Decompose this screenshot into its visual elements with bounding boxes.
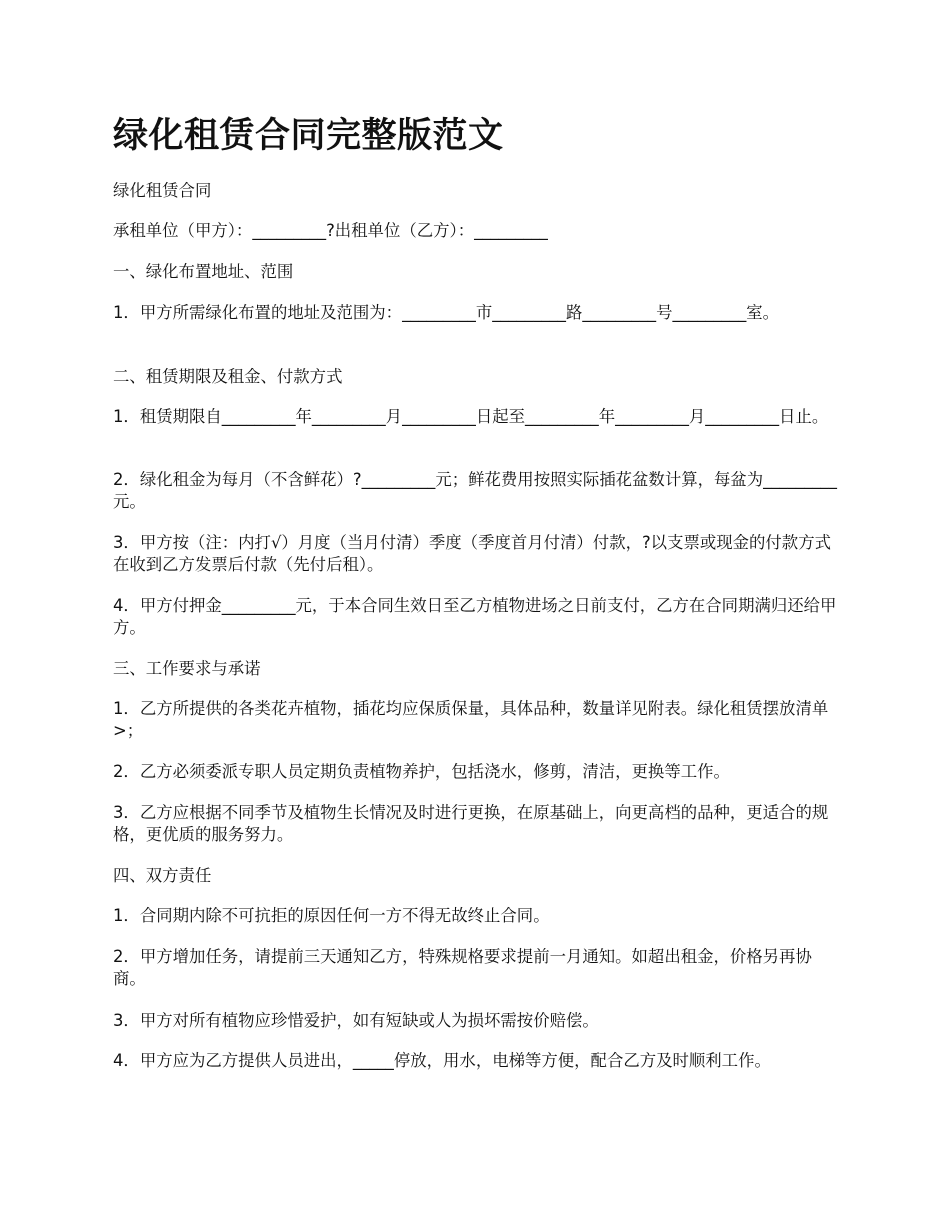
clause-3-1: 1．乙方所提供的各类花卉植物，插花均应保质保量，具体品种，数量详见附表。绿化租赁摆放清单>； <box>113 699 829 740</box>
clause-3-2: 2．乙方必须委派专职人员定期负责植物养护，包括浇水，修剪，清洁，更换等工作。 <box>113 762 730 781</box>
section-heading-2: 二、租赁期限及租金、付款方式 <box>113 367 343 386</box>
clause-2-1: 1．租赁期限自_________年_________月_________日起至_________年_________月_________日止。 <box>113 407 829 426</box>
clause-4-4: 4．甲方应为乙方提供人员进出，_____停放，用水，电梯等方便，配合乙方及时顺利工作。 <box>113 1051 771 1070</box>
clause-3-3: 3．乙方应根据不同季节及植物生长情况及时进行更换，在原基础上，向更高档的品种，更适合的规格，更优质的服务努力。 <box>113 803 829 844</box>
section-heading-3: 三、工作要求与承诺 <box>113 659 261 678</box>
clause-4-2: 2．甲方增加任务，请提前三天通知乙方，特殊规格要求提前一月通知。如超出租金，价格另再协商。 <box>113 947 812 988</box>
clause-2-3: 3．甲方按（注：内打√）月度（当月付清）季度（季度首月付清）付款，?以支票或现金的付款方式在收到乙方发票后付款（先付后租）。 <box>113 533 831 574</box>
section-heading-4: 四、双方责任 <box>113 866 212 885</box>
clause-2-2: 2．绿化租金为每月（不含鲜花）?_________元；鲜花费用按照实际插花盆数计算，每盆为_________元。 <box>113 470 837 511</box>
contract-name: 绿化租赁合同 <box>113 181 212 200</box>
clause-2-4: 4．甲方付押金_________元，于本合同生效日至乙方植物进场之日前支付，乙方在合同期满归还给甲方。 <box>113 596 837 637</box>
document-title: 绿化租赁合同完整版范文 <box>113 116 504 156</box>
clause-4-1: 1．合同期内除不可抗拒的原因任何一方不得无故终止合同。 <box>113 906 550 925</box>
clause-4-3: 3．甲方对所有植物应珍惜爱护，如有短缺或人为损坏需按价赔偿。 <box>113 1011 599 1030</box>
section-heading-1: 一、绿化布置地址、范围 <box>113 262 294 281</box>
clause-1-1: 1．甲方所需绿化布置的地址及范围为：_________市_________路_________号_________室。 <box>113 303 780 322</box>
parties-line: 承租单位（甲方）：_________?出租单位（乙方）：_________ <box>113 221 548 240</box>
